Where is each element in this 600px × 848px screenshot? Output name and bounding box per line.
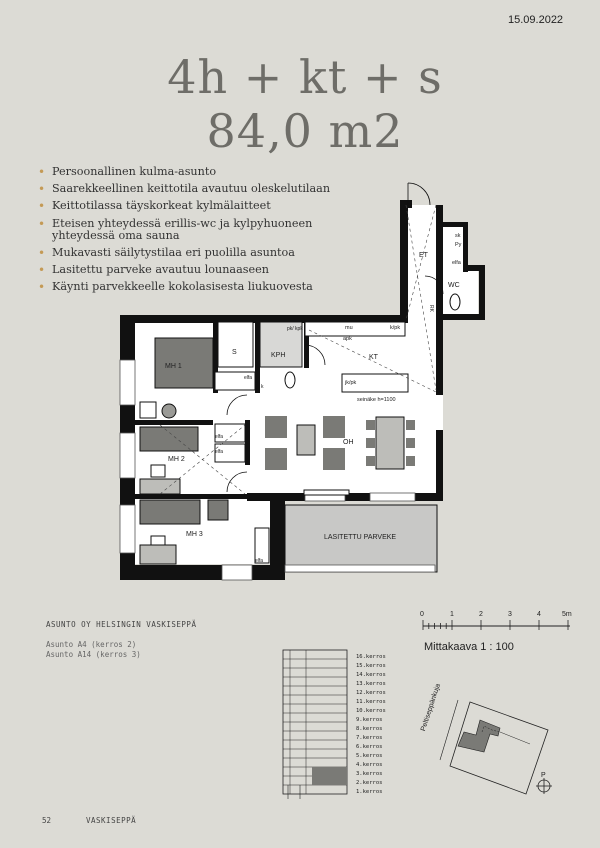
bullet-icon: •	[38, 182, 46, 197]
room-label-mh2: MH 2	[168, 456, 185, 463]
room-label-elfa-top: elfa	[452, 260, 461, 266]
floor-label: 3.kerros	[356, 771, 383, 777]
bullet-icon: •	[38, 262, 46, 277]
sauna-heater-label: k	[261, 384, 264, 390]
apartment-type-title: 4h + kt + s	[167, 50, 443, 104]
feature-item: • Saarekkeellinen keittotila avautuu oleskelutilaan	[38, 182, 331, 197]
fridge-label: jk/pk	[345, 380, 357, 386]
floor-label: 10.kerros	[356, 708, 386, 714]
apartment-area-title: 84,0 m2	[206, 104, 404, 158]
floor-label: 4.kerros	[356, 762, 383, 768]
floor-label: 14.kerros	[356, 672, 386, 678]
company-name: ASUNTO OY HELSINGIN VASKISEPPÄ	[46, 620, 197, 629]
bullet-icon: •	[38, 165, 46, 179]
closet-label: elfa	[244, 375, 253, 381]
scale-tick: 0	[420, 611, 424, 618]
scale-tick: 5m	[562, 611, 572, 618]
room-label-py: Py	[455, 242, 462, 248]
apartment-line: Asunto A14 (kerros 3)	[46, 650, 141, 659]
wall-note: seinäke h=1100	[357, 397, 396, 403]
scale-tick: 1	[450, 611, 454, 618]
north-label: P	[541, 772, 546, 779]
scale-tick: 4	[537, 611, 541, 618]
bullet-icon: •	[38, 216, 46, 231]
feature-item: • Käynti parvekkeelle kokolasisesta liukuovesta	[38, 280, 313, 295]
closet-label: elfa	[215, 434, 224, 440]
floor-label: 13.kerros	[356, 681, 386, 687]
site-map	[420, 690, 570, 800]
floor-label: 7.kerros	[356, 735, 383, 741]
footer-name: VASKISEPPÄ	[86, 816, 137, 825]
closet-label: elfa	[255, 558, 264, 564]
bullet-icon: •	[38, 280, 46, 295]
floor-label: 12.kerros	[356, 690, 386, 696]
balcony-label: LASITETTU PARVEKE	[324, 534, 397, 541]
scale-tick: 3	[508, 611, 512, 618]
room-label-mh3: MH 3	[186, 531, 203, 538]
room-label-sk: sk	[455, 233, 461, 239]
floor-label: 1.kerros	[356, 789, 383, 795]
room-label-wc: WC	[448, 282, 460, 289]
street-name: Peltiseppänkuja	[420, 682, 442, 733]
floor-label: 9.kerros	[356, 717, 383, 723]
scale-bar	[418, 604, 578, 634]
floor-label: 8.kerros	[356, 726, 383, 732]
bullet-icon: •	[38, 199, 46, 214]
room-label-rk: RK	[428, 305, 434, 312]
room-label-mh1: MH 1	[165, 363, 182, 370]
floor-plan	[100, 175, 500, 585]
page-number: 52	[42, 816, 52, 825]
floor-label: 11.kerros	[356, 699, 386, 705]
apartment-line: Asunto A4 (kerros 2)	[46, 640, 137, 649]
feature-item: • Keittotilassa täyskorkeat kylmälaitteet	[38, 199, 271, 214]
room-label-kt: KT	[369, 354, 378, 361]
building-elevation	[276, 645, 356, 800]
scale-label: Mittakaava 1 : 100	[424, 641, 514, 653]
dishwasher-label: apk	[343, 336, 352, 342]
feature-item: • Eteisen yhteydessä erillis-wc ja kylpyhuoneen yhteydessä oma sauna	[38, 216, 313, 242]
closet-label: elfa	[215, 449, 224, 455]
bullet-icon: •	[38, 245, 46, 260]
room-label-et: ET	[419, 252, 428, 259]
washer-label: pk/ kpk	[287, 326, 303, 332]
feature-item: • Mukavasti säilytystilaa eri puolilla asuntoa	[38, 245, 295, 260]
scale-tick: 2	[479, 611, 483, 618]
date: 15.09.2022	[508, 14, 564, 26]
floor-label: 5.kerros	[356, 753, 383, 759]
room-label-s: S	[232, 349, 237, 356]
microwave-label: mu	[345, 325, 353, 331]
feature-item: • Lasitettu parveke avautuu lounaaseen	[38, 262, 269, 277]
floor-label: 2.kerros	[356, 780, 383, 786]
floor-label: 6.kerros	[356, 744, 383, 750]
room-label-kph: KPH	[271, 352, 286, 359]
fridge-label-top: k/pk	[390, 325, 401, 331]
feature-item: • Persoonallinen kulma-asunto	[38, 165, 217, 179]
floor-label: 15.kerros	[356, 663, 386, 669]
room-label-oh: OH	[343, 439, 354, 446]
floor-label: 16.kerros	[356, 654, 386, 660]
